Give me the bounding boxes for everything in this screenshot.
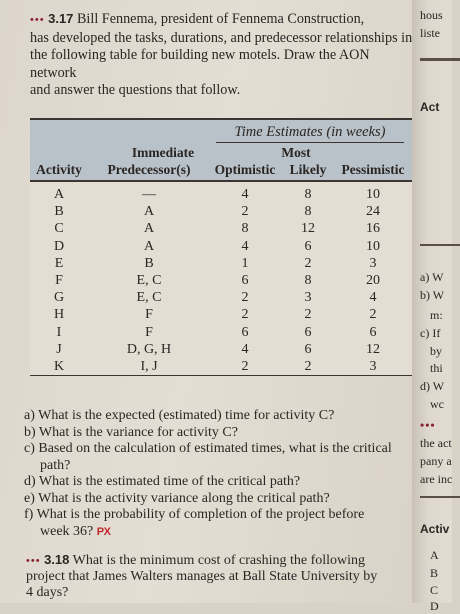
table-cell-pred: — (142, 187, 156, 202)
table-cell-ml: 6 (304, 238, 312, 254)
header-immediate: Immediate (131, 145, 195, 160)
header-pessimistic: Pessimistic (341, 162, 405, 177)
side-rule-3 (420, 496, 460, 498)
activity-table (30, 118, 412, 376)
heading-underline (216, 142, 404, 143)
header-predecessors: Predecessor(s) (107, 162, 191, 177)
problem-318-line-1 (26, 552, 416, 569)
problem-318-number: 3.18 (44, 552, 70, 567)
table-cell-ml: 2 (304, 255, 312, 271)
question-e: e) What is the activity variance along the critical path? (24, 490, 330, 506)
table-cell-pred: D, G, H (126, 341, 172, 357)
table-cell-pred: I, J (140, 359, 158, 374)
table-cell-opt: 6 (241, 324, 249, 340)
difficulty-marker-318: ••• (26, 555, 41, 567)
table-cell-pred: E, C (136, 273, 162, 288)
table-cell-opt: 2 (241, 290, 249, 306)
side-rule-1 (420, 58, 460, 61)
side-text-14: pany a (420, 454, 452, 468)
table-cell-activity: F (55, 273, 63, 288)
side-text-18: B (430, 566, 439, 580)
side-text-6: m: (430, 308, 443, 322)
table-cell-activity: G (53, 290, 65, 306)
side-text-17: A (430, 548, 439, 562)
side-text-4: a) W (420, 270, 444, 284)
table-cell-activity: I (56, 324, 62, 340)
table-cell-activity: B (54, 204, 64, 220)
side-text-3: Act (420, 100, 440, 114)
table-cell-pred: F (145, 324, 153, 340)
problem-318-text-2: project that James Walters manages at Ball State University by (26, 569, 378, 584)
side-text-19: C (430, 583, 439, 597)
question-c-cont: path? (40, 457, 71, 473)
side-text-16: Activ (420, 522, 450, 536)
table-cell-opt: 2 (241, 359, 249, 374)
question-d: d) What is the estimated time of the critical path? (24, 474, 301, 489)
problem-line-1 (30, 10, 414, 30)
table-cell-pes: 12 (366, 341, 380, 357)
table-cell-pes: 3 (369, 359, 377, 374)
question-f: f) What is the probability of completion of the project before (24, 507, 365, 522)
side-text-9: thi (430, 361, 443, 375)
problem-318-text-3: 4 days? (26, 585, 69, 600)
table-header (30, 118, 412, 182)
problem-number: 3.17 (48, 11, 74, 26)
table-cell-pes: 16 (366, 221, 380, 237)
table-cell-pred: E, C (136, 290, 162, 306)
side-text-5: b) W (420, 288, 445, 302)
table-cell-pes: 10 (366, 238, 380, 254)
problem-text-3: the following table for building new motels. Draw the AON network (30, 47, 370, 81)
header-activity: Activity (36, 162, 82, 177)
table-cell-ml: 8 (304, 273, 312, 288)
table-cell-activity: A (53, 187, 65, 202)
table-cell-opt: 4 (241, 187, 249, 202)
side-text-13: the act (420, 436, 452, 450)
table-cell-pes: 3 (369, 255, 377, 271)
table-cell-ml: 2 (304, 307, 312, 323)
problem-318-text-1: What is the minimum cost of crashing the following (72, 553, 366, 568)
time-estimates-heading: Time Estimates (in weeks) (234, 124, 386, 140)
table-cell-ml: 6 (304, 341, 312, 357)
px-logo-p: P (96, 525, 104, 538)
table-cell-activity: D (53, 238, 65, 254)
table-cell-activity: K (53, 359, 65, 374)
table-body (30, 182, 412, 376)
side-text-11: wc (430, 397, 444, 411)
table-cell-activity: J (56, 341, 62, 357)
problem-text-1: Bill Fennema, president of Fennema Construction, (76, 11, 365, 27)
table-cell-pes: 6 (369, 324, 377, 340)
side-text-12: ••• (420, 418, 436, 432)
table-cell-pes: 4 (369, 290, 377, 306)
side-text-15: are inc (420, 472, 453, 486)
px-logo-x: X (103, 525, 111, 538)
questions-list (24, 408, 414, 540)
side-text-1: hous (420, 8, 443, 22)
adjacent-page-edge (412, 0, 453, 613)
header-likely: Likely (289, 162, 327, 177)
table-cell-ml: 2 (304, 359, 312, 374)
table-cell-activity: E (54, 255, 64, 271)
header-most: Most (281, 145, 311, 160)
table-cell-pes: 2 (369, 307, 377, 323)
table-cell-pes: 20 (366, 273, 380, 288)
problem-text-2: has developed the tasks, durations, and predecessor relationships in (30, 29, 413, 46)
table-cell-pes: 10 (366, 187, 380, 202)
table-cell-opt: 2 (241, 307, 249, 323)
table-cell-ml: 3 (304, 290, 312, 306)
table-cell-opt: 1 (241, 255, 249, 271)
table-cell-pred: A (143, 238, 155, 254)
table-cell-ml: 8 (304, 187, 312, 202)
question-c: c) Based on the calculation of estimated times, what is the critical (24, 441, 392, 456)
side-text-2: liste (420, 26, 440, 40)
table-top-rule (30, 118, 412, 120)
table-cell-opt: 4 (241, 238, 249, 254)
question-f-line-2 (24, 524, 414, 541)
table-cell-ml: 6 (304, 324, 312, 340)
table-cell-opt: 8 (241, 221, 249, 237)
table-cell-opt: 6 (241, 273, 249, 288)
side-text-7: c) If (420, 326, 441, 340)
problem-3-18 (26, 552, 416, 601)
side-rule-2 (420, 244, 460, 246)
table-cell-opt: 2 (241, 204, 249, 220)
question-f-cont: week 36? (40, 523, 94, 539)
table-cell-opt: 4 (241, 341, 249, 357)
side-text-8: by (430, 344, 442, 358)
table-cell-ml: 8 (304, 204, 312, 220)
difficulty-marker: ••• (30, 14, 45, 26)
table-cell-pred: F (145, 307, 153, 323)
problem-text-4: and answer the questions that follow. (30, 82, 241, 98)
problem-3-17-statement (30, 10, 414, 100)
px-logo-icon (97, 526, 111, 538)
side-text-20: D (430, 599, 439, 613)
question-b: b) What is the variance for activity C? (24, 424, 238, 440)
table-cell-activity: H (53, 307, 65, 323)
side-text-10: d) W (420, 379, 445, 393)
table-cell-pred: A (143, 204, 155, 220)
table-cell-pred: A (143, 221, 155, 237)
question-a: a) What is the expected (estimated) time for activity C? (24, 408, 335, 423)
header-optimistic: Optimistic (214, 162, 276, 177)
table-cell-pred: B (144, 255, 154, 271)
table-cell-pes: 24 (366, 204, 380, 220)
table-cell-ml: 12 (301, 221, 315, 237)
table-cell-activity: C (54, 221, 64, 237)
